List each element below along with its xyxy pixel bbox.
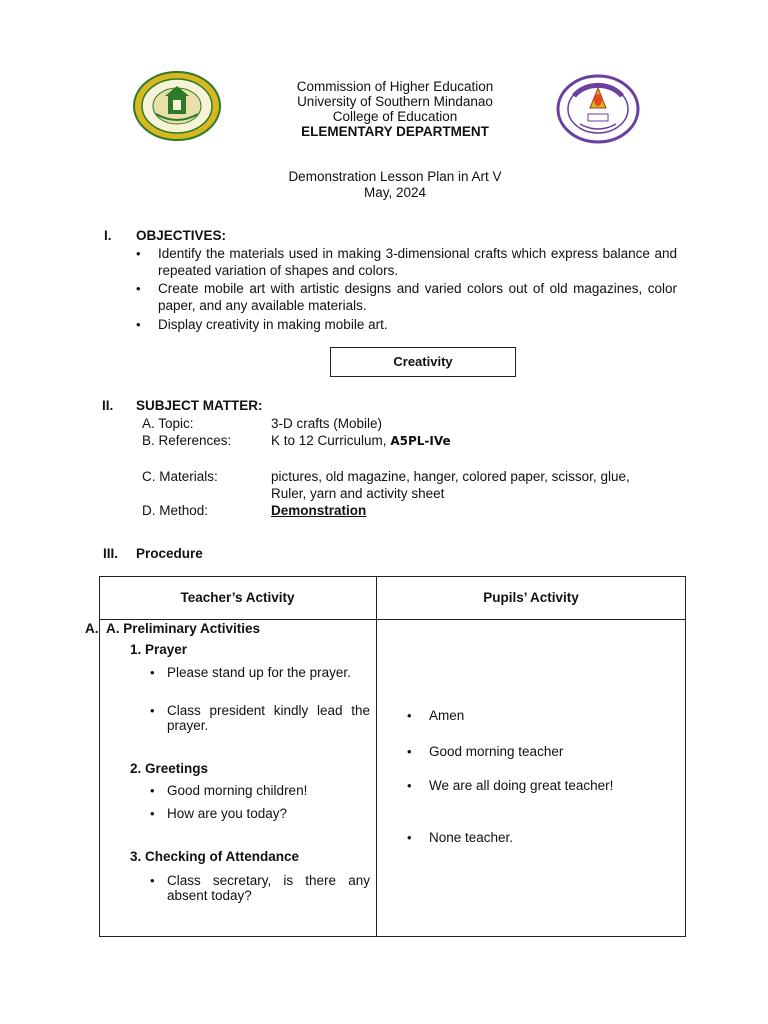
value-focus-label: Creativity (393, 354, 453, 369)
prayer-title: 1. Prayer (130, 642, 188, 657)
table-column-divider (376, 576, 377, 937)
bullet-icon: • (150, 783, 155, 798)
teacher-line-item: • How are you today? (150, 806, 288, 821)
section-outer-letter: A. (85, 621, 99, 636)
bullet-icon: • (407, 708, 412, 723)
value-focus-box (330, 347, 516, 377)
section-number-procedure: III. (103, 546, 119, 561)
pupil-response: • We are all doing great teacher! (407, 778, 614, 793)
greetings-title: 2. Greetings (130, 761, 209, 776)
materials-label: C. Materials: (142, 469, 218, 484)
attendance-title: 3. Checking of Attendance (130, 849, 300, 864)
pupil-response: • Good morning teacher (407, 744, 564, 759)
section-heading-subject-matter: SUBJECT MATTER: (136, 398, 263, 413)
topic-label: A. Topic: (142, 416, 194, 431)
bullet-icon: • (407, 830, 412, 845)
objective-item: • Identify the materials used in making 3-dimensional crafts which express balance and repeated variation of shapes and colors. (136, 246, 677, 278)
teacher-line-item: • Please stand up for the prayer. (150, 665, 351, 680)
section-number-subject-matter: II. (102, 398, 114, 413)
teacher-line-item: • Class president kindly lead the prayer. (150, 703, 370, 733)
references-code: A5PL-IVe (390, 434, 451, 448)
topic-value: 3-D crafts (Mobile) (271, 416, 383, 431)
preliminary-activities-title: A. Preliminary Activities (106, 621, 261, 636)
table-border-top (99, 576, 686, 577)
header-commission: Commission of Higher Education (296, 79, 494, 94)
references-label: B. References: (142, 433, 232, 448)
section-heading-procedure: Procedure (136, 546, 203, 561)
teacher-line-item: • Good morning children! (150, 783, 308, 798)
method-value: Demonstration (271, 503, 367, 518)
header-college: College of Education (332, 109, 458, 124)
bullet-icon: • (136, 281, 141, 296)
materials-line-1: pictures, old magazine, hanger, colored paper, scissor, glue, (271, 469, 630, 484)
lesson-plan-title: Demonstration Lesson Plan in Art V (288, 169, 502, 184)
pupil-response: • None teacher. (407, 830, 514, 845)
bullet-icon: • (407, 778, 412, 793)
pupils-activity-header: Pupils’ Activity (483, 590, 579, 605)
references-value: K to 12 Curriculum, (271, 433, 387, 448)
pupil-response: • Amen (407, 708, 465, 723)
section-number-objectives: I. (104, 228, 112, 243)
bullet-icon: • (150, 806, 155, 821)
header-department: ELEMENTARY DEPARTMENT (301, 124, 489, 139)
teacher-line-item: • Class secretary, is there any absent today? (150, 873, 370, 903)
table-header-divider (99, 619, 686, 620)
lesson-plan-date: May, 2024 (363, 185, 427, 200)
header-university: University of Southern Mindanao (297, 94, 493, 109)
bullet-icon: • (150, 873, 155, 888)
method-label: D. Method: (142, 503, 209, 518)
bullet-icon: • (150, 665, 155, 680)
materials-line-2: Ruler, yarn and activity sheet (271, 486, 445, 501)
table-border-bottom (99, 936, 686, 937)
table-border-left (99, 576, 100, 937)
objective-item: • Display creativity in making mobile art. (136, 317, 388, 332)
objective-item: • Create mobile art with artistic designs and varied colors out of old magazines, color paper, and any available materials. (136, 281, 677, 313)
bullet-icon: • (150, 703, 155, 718)
bullet-icon: • (136, 246, 141, 261)
teacher-activity-header: Teacher’s Activity (180, 590, 295, 605)
section-heading-objectives: OBJECTIVES: (136, 228, 227, 243)
bullet-icon: • (136, 317, 141, 332)
bullet-icon: • (407, 744, 412, 759)
table-border-right (685, 576, 686, 937)
